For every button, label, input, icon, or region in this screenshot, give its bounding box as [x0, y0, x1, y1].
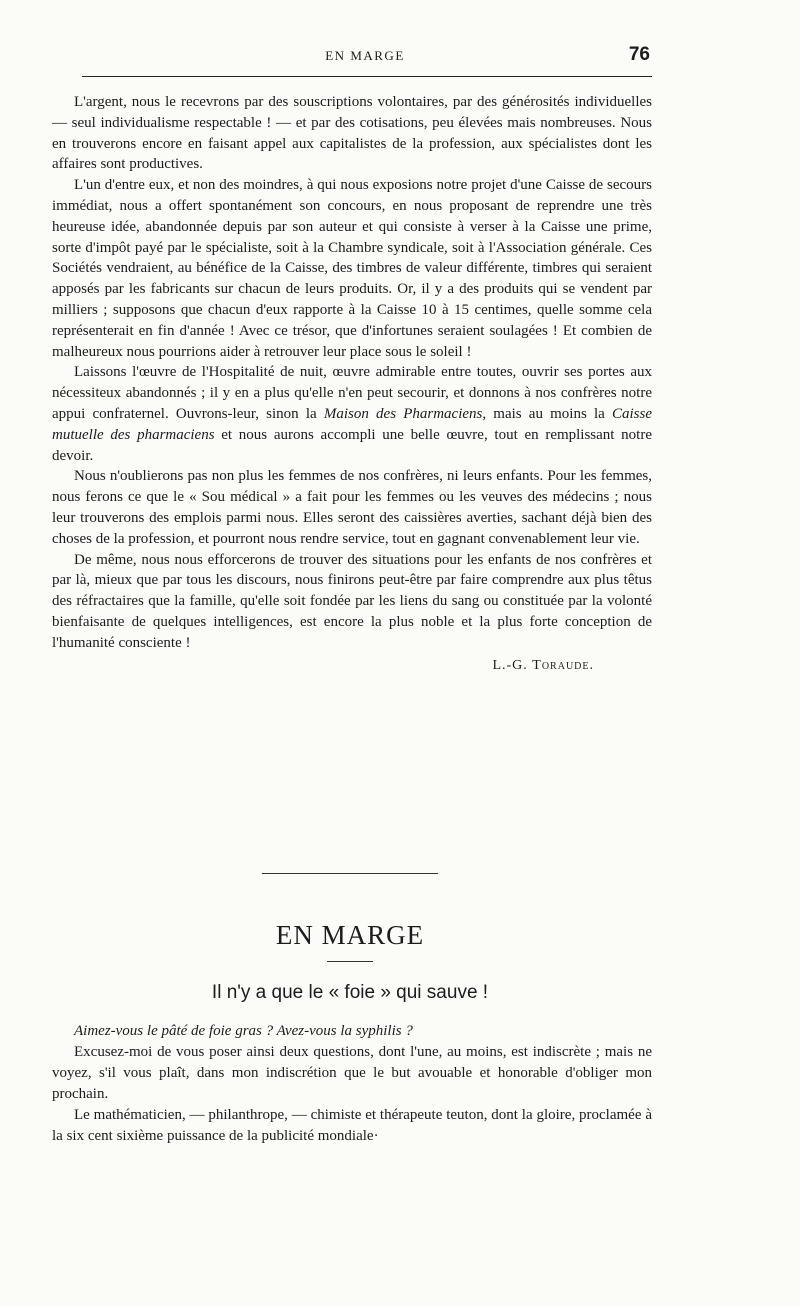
section-subtitle: Il n'y a que le « foie » qui sauve ! [211, 982, 489, 1003]
section-title-rule [327, 961, 373, 962]
paragraph-3-text-b: , mais au moins la [482, 405, 612, 422]
section-paragraph-2: Excusez-moi de vous poser ainsi deux questions, dont l'une, au moins, est indiscrète ; mais ne voyez, s'il vous plaît, dans mon indiscrétion que le but avouable et honorable d'obliger mon prochain. [52, 1044, 652, 1102]
author-signature [52, 656, 652, 677]
article-paragraph-2: L'un d'entre eux, et non des moindres, à qui nous exposions notre projet d'une Caisse de secours immédiat, nous a offert spontanément son concours, en nous proposant de reprendre une très heureuse idée, abandonnée depuis par son auteur et qui consiste à verser à la Caisse une prime, sorte d'impôt payé par le spécialiste, soit à la Chambre syndicale, soit à l'Association générale. Ces Sociétés vendraient, au bénéfice de la Caisse, des timbres de valeur différente, timbres qui seraient apposés par les fabricants sur chacun de leurs produits. Or, il y a des produits qui se vendent par milliers ; supposons que chacun d'eux rapporte à la Caisse 10 à 15 centimes, quelle somme cela représenterait en fin d'année ! Avec ce trésor, que d'infortunes seraient soulagées ! Et combien de malheureux nous pourrions aider à retrouver leur place sous le soleil ! [52, 177, 652, 360]
paragraph-3-text-a: Laissons l'œuvre de l'Hospitalité de nuit, œuvre admirable entre toutes, ouvrir ses portes aux nécessiteux abandonnés ; il y en a plus qu'elle n'en peut secourir, et donnons à nos confrères notre appui confraternel. Ouvrons-leur, sinon la [52, 364, 652, 422]
section-paragraph-3: Le mathématicien, — philanthrope, — chimiste et thérapeute teuton, dont la gloire, proclamée à la six cent sixième puissance de la publicité mondiale· [52, 1107, 652, 1144]
running-title: EN MARGE [325, 48, 405, 63]
section-body [52, 1021, 652, 1147]
section-title: EN MARGE [275, 920, 425, 950]
article-body [52, 92, 652, 676]
article-paragraph-1: L'argent, nous le recevrons par des souscriptions volontaires, par des générosités individuelles — seul individualisme respectable ! — et par des cotisations, peu élevées mais nombreuses. Nous en trouverons encore en faisant appel aux capitalistes de la profession, aux spécialistes dont les affaires sont productives. [52, 94, 652, 173]
caisse-mutuelle-italic: Caisse mutuelle des pharmaciens [52, 405, 652, 443]
article-paragraph-5: De même, nous nous efforcerons de trouver des situations pour les enfants de nos confrères et par là, mieux que par tous les discours, nous finirons peut-être par faire comprendre aux plus têtus des réfractaires que la famille, qu'elle soit fondée par les liens du sang ou constituée par la volonté bienfaisante de quelques intelligences, est encore la plus noble et la plus forte conception de l'humanité consciente ! [52, 551, 652, 651]
signature-name: Toraude. [532, 657, 594, 673]
paragraph-3-text-c: et nous aurons accompli une belle œuvre, tout en remplissant notre devoir. [52, 426, 653, 464]
maison-des-pharmaciens-italic: Maison des Pharmaciens [323, 405, 483, 422]
section-question: Aimez-vous le pâté de foie gras ? Avez-vous la syphilis ? [74, 1023, 413, 1039]
header-rule [82, 76, 652, 77]
article-paragraph-4: Nous n'oublierons pas non plus les femmes de nos confrères, ni leurs enfants. Pour les femmes, nous ferons ce que le « Sou médical » a fait pour les femmes ou les veuves des médecins ; nous leur trouverons des emplois parmi nous. Elles seront des caissières averties, sachant déjà bien des choses de la profession, et pourront nous rendre service, tout en gagnant convenablement leur vie. [52, 468, 652, 547]
running-header [80, 44, 650, 70]
article-paragraph-3 [52, 362, 652, 466]
page-number: 76 [628, 44, 650, 65]
signature-initials: L.-G. [492, 657, 533, 673]
article-end-rule [262, 873, 438, 874]
